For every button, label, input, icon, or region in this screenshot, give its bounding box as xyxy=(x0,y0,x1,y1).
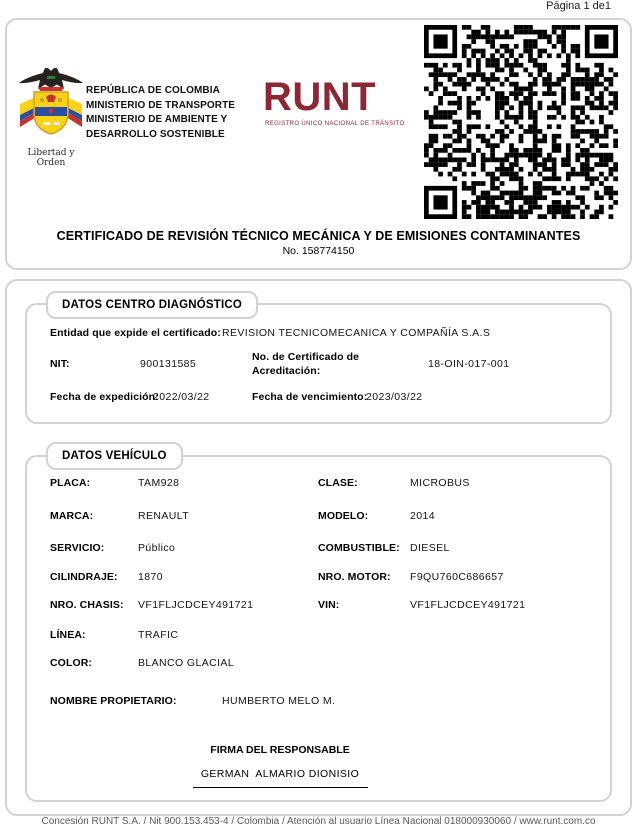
vencimiento-value: 2023/03/22 xyxy=(366,391,423,403)
field-label: CLASE: xyxy=(318,477,358,489)
field-value: MICROBUS xyxy=(410,477,470,489)
field-label: NRO. CHASIS: xyxy=(50,599,124,611)
acreditacion-label: No. de Certificado de Acreditación: xyxy=(252,351,360,377)
field-value: VF1FLJCDCEY491721 xyxy=(410,599,526,611)
field-label: LÍNEA: xyxy=(50,629,86,641)
field-value: RENAULT xyxy=(138,510,190,522)
field-label: VIN: xyxy=(318,599,340,611)
field-label: SERVICIO: xyxy=(50,542,105,554)
field-value: Público xyxy=(138,542,176,554)
field-label: MODELO: xyxy=(318,510,369,522)
vencimiento-label: Fecha de vencimiento: xyxy=(252,391,368,403)
field-label: MARCA: xyxy=(50,510,94,522)
nit-value: 900131585 xyxy=(140,358,197,370)
expedicion-label: Fecha de expedición: xyxy=(50,391,159,403)
ministry-text xyxy=(86,84,235,142)
entidad-label: Entidad que expide el certificado: xyxy=(50,327,221,339)
field-value: DIESEL xyxy=(410,542,450,554)
propietario-label: NOMBRE PROPIETARIO: xyxy=(50,695,177,707)
signature-label: FIRMA DEL RESPONSABLE xyxy=(210,744,350,756)
signature-line xyxy=(193,787,368,788)
certificate-number: No. 158774150 xyxy=(282,245,355,257)
field-value: 2014 xyxy=(410,510,435,522)
page-number: Página 1 de1 xyxy=(546,0,611,12)
ministry-line: MINISTERIO DE AMBIENTE Y xyxy=(86,114,228,125)
footer-text: Concesión RUNT S.A. / Nit 900.153.453-4 / Colombia / Atención al usuario Línea Nacional 018000930060 / www.runt.com.co xyxy=(41,816,596,827)
entidad-value: REVISION TECNICOMECANICA Y COMPAÑÍA S.A.S xyxy=(222,327,491,339)
field-label: PLACA: xyxy=(50,477,91,489)
section-tab-vehiculo: DATOS VEHÍCULO xyxy=(46,442,183,470)
signature-name: GERMAN ALMARIO DIONISIO xyxy=(200,768,360,780)
ministry-line: DESARROLLO SOSTENIBLE xyxy=(86,128,225,140)
field-value: VF1FLJCDCEY491721 xyxy=(138,599,254,611)
field-label: COLOR: xyxy=(50,657,93,669)
qr-code xyxy=(424,25,618,219)
coat-of-arms-caption: Libertad y Orden xyxy=(27,148,75,168)
acreditacion-value: 18-OIN-017-001 xyxy=(428,358,510,370)
expedicion-value: 2022/03/22 xyxy=(153,391,210,403)
field-label: COMBUSTIBLE: xyxy=(318,542,400,554)
field-value: TRAFIC xyxy=(138,629,179,641)
ministry-line: REPÚBLICA DE COLOMBIA xyxy=(86,85,220,96)
ministry-line: MINISTERIO DE TRANSPORTE xyxy=(86,99,236,111)
field-value: 1870 xyxy=(138,571,163,583)
certificate-title: CERTIFICADO DE REVISIÓN TÉCNICO MECÁNICA Y DE EMISIONES CONTAMINANTES xyxy=(56,229,581,243)
field-value: TAM928 xyxy=(138,477,180,489)
nit-label: NIT: xyxy=(50,358,70,370)
field-label: CILINDRAJE: xyxy=(50,571,118,583)
field-value: BLANCO GLACIAL xyxy=(138,657,235,669)
propietario-value: HUMBERTO MELO M. xyxy=(222,695,336,707)
field-label: NRO. MOTOR: xyxy=(318,571,391,583)
section-tab-centro-diagnostico: DATOS CENTRO DIAGNÓSTICO xyxy=(46,291,258,319)
runt-logo: RUNT xyxy=(263,75,377,119)
field-value: F9QU760C686657 xyxy=(410,571,504,583)
runt-logo-subtitle: REGISTRO ÚNICO NACIONAL DE TRÁNSITO xyxy=(265,121,405,127)
colombia-coat-of-arms-icon xyxy=(16,66,86,148)
